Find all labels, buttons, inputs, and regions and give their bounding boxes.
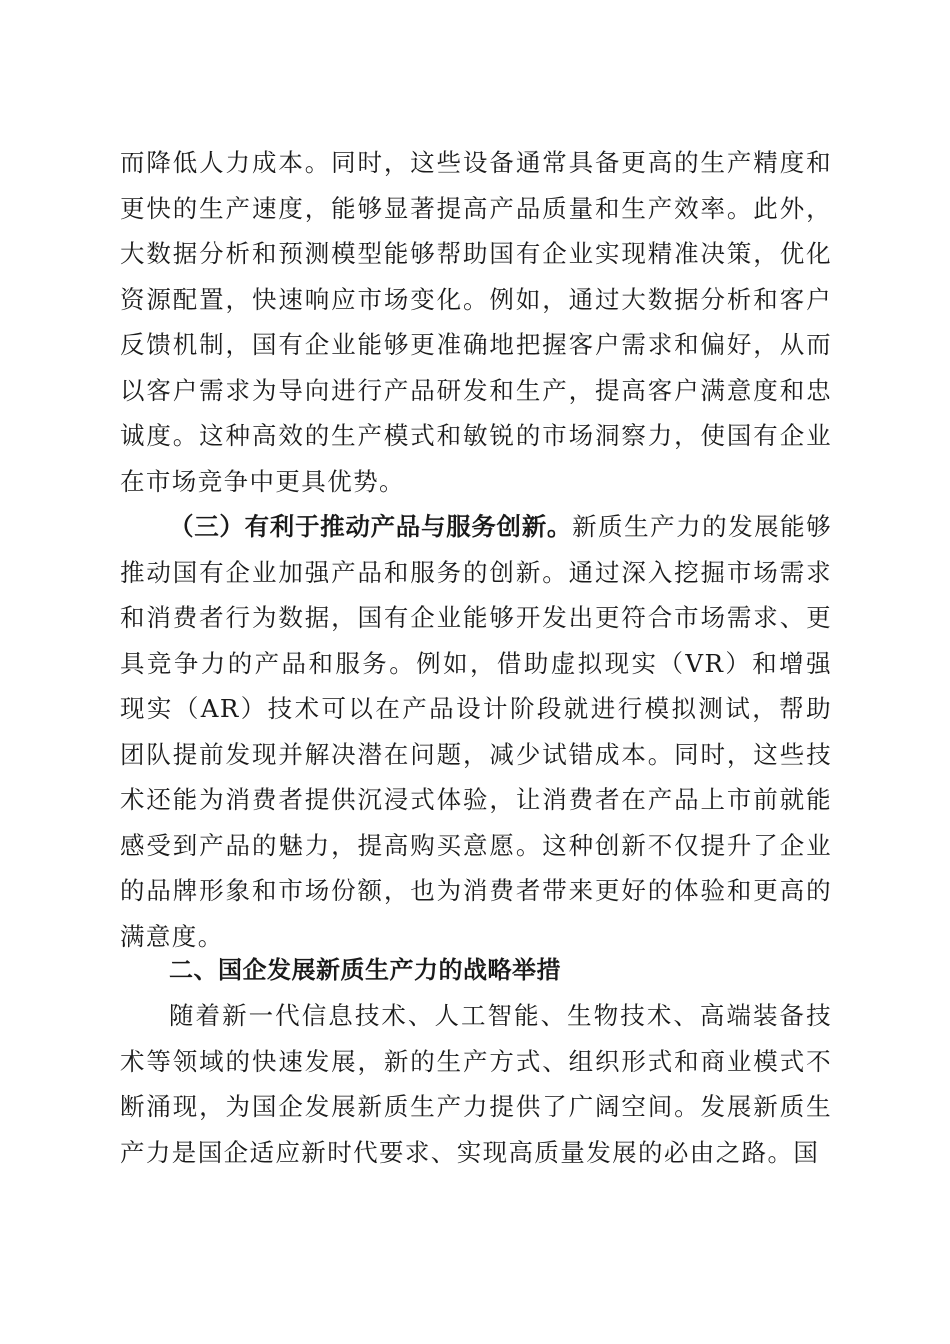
paragraph-2-lead: （三）有利于推动产品与服务创新。 xyxy=(169,512,573,541)
paragraph-3: 随着新一代信息技术、人工智能、生物技术、高端装备技术等领域的快速发展，新的生产方式、组织形式和商业模式不断涌现，为国企发展新质生产力提供了广阔空间。发展新质生产力是国企适应新时代要求、实现高质量发展的必由之路。国 xyxy=(120,1001,832,1167)
section-heading: 二、国企发展新质生产力的战略举措 xyxy=(169,956,561,984)
paragraph-2-body: 新质生产力的发展能够推动国有企业加强产品和服务的创新。通过深入挖掘市场需求和消费者行为数据，国有企业能够开发出更符合市场需求、更具竞争力的产品和服务。例如，借助虚拟现实（VR）和增强现实（AR）技术可以在产品设计阶段就进行模拟测试，帮助团队提前发现并解决潜在问题，减少试错成本。同时，这些技术还能为消费者提供沉浸式体验，让消费者在产品上市前就能感受到产品的魅力，提高购买意愿。这种创新不仅提升了企业的品牌形象和市场份额，也为消费者带来更好的体验和更高的满意度。 xyxy=(120,512,833,951)
paragraph-1: 而降低人力成本。同时，这些设备通常具备更高的生产精度和更快的生产速度，能够显著提高产品质量和生产效率。此外，大数据分析和预测模型能够帮助国有企业实现精准决策，优化资源配置，快速响应市场变化。例如，通过大数据分析和客户反馈机制，国有企业能够更准确地把握客户需求和偏好，从而以客户需求为导向进行产品研发和生产，提高客户满意度和忠诚度。这种高效的生产模式和敏锐的市场洞察力，使国有企业在市场竞争中更具优势。 xyxy=(120,148,832,496)
paragraph-2 xyxy=(120,504,832,959)
